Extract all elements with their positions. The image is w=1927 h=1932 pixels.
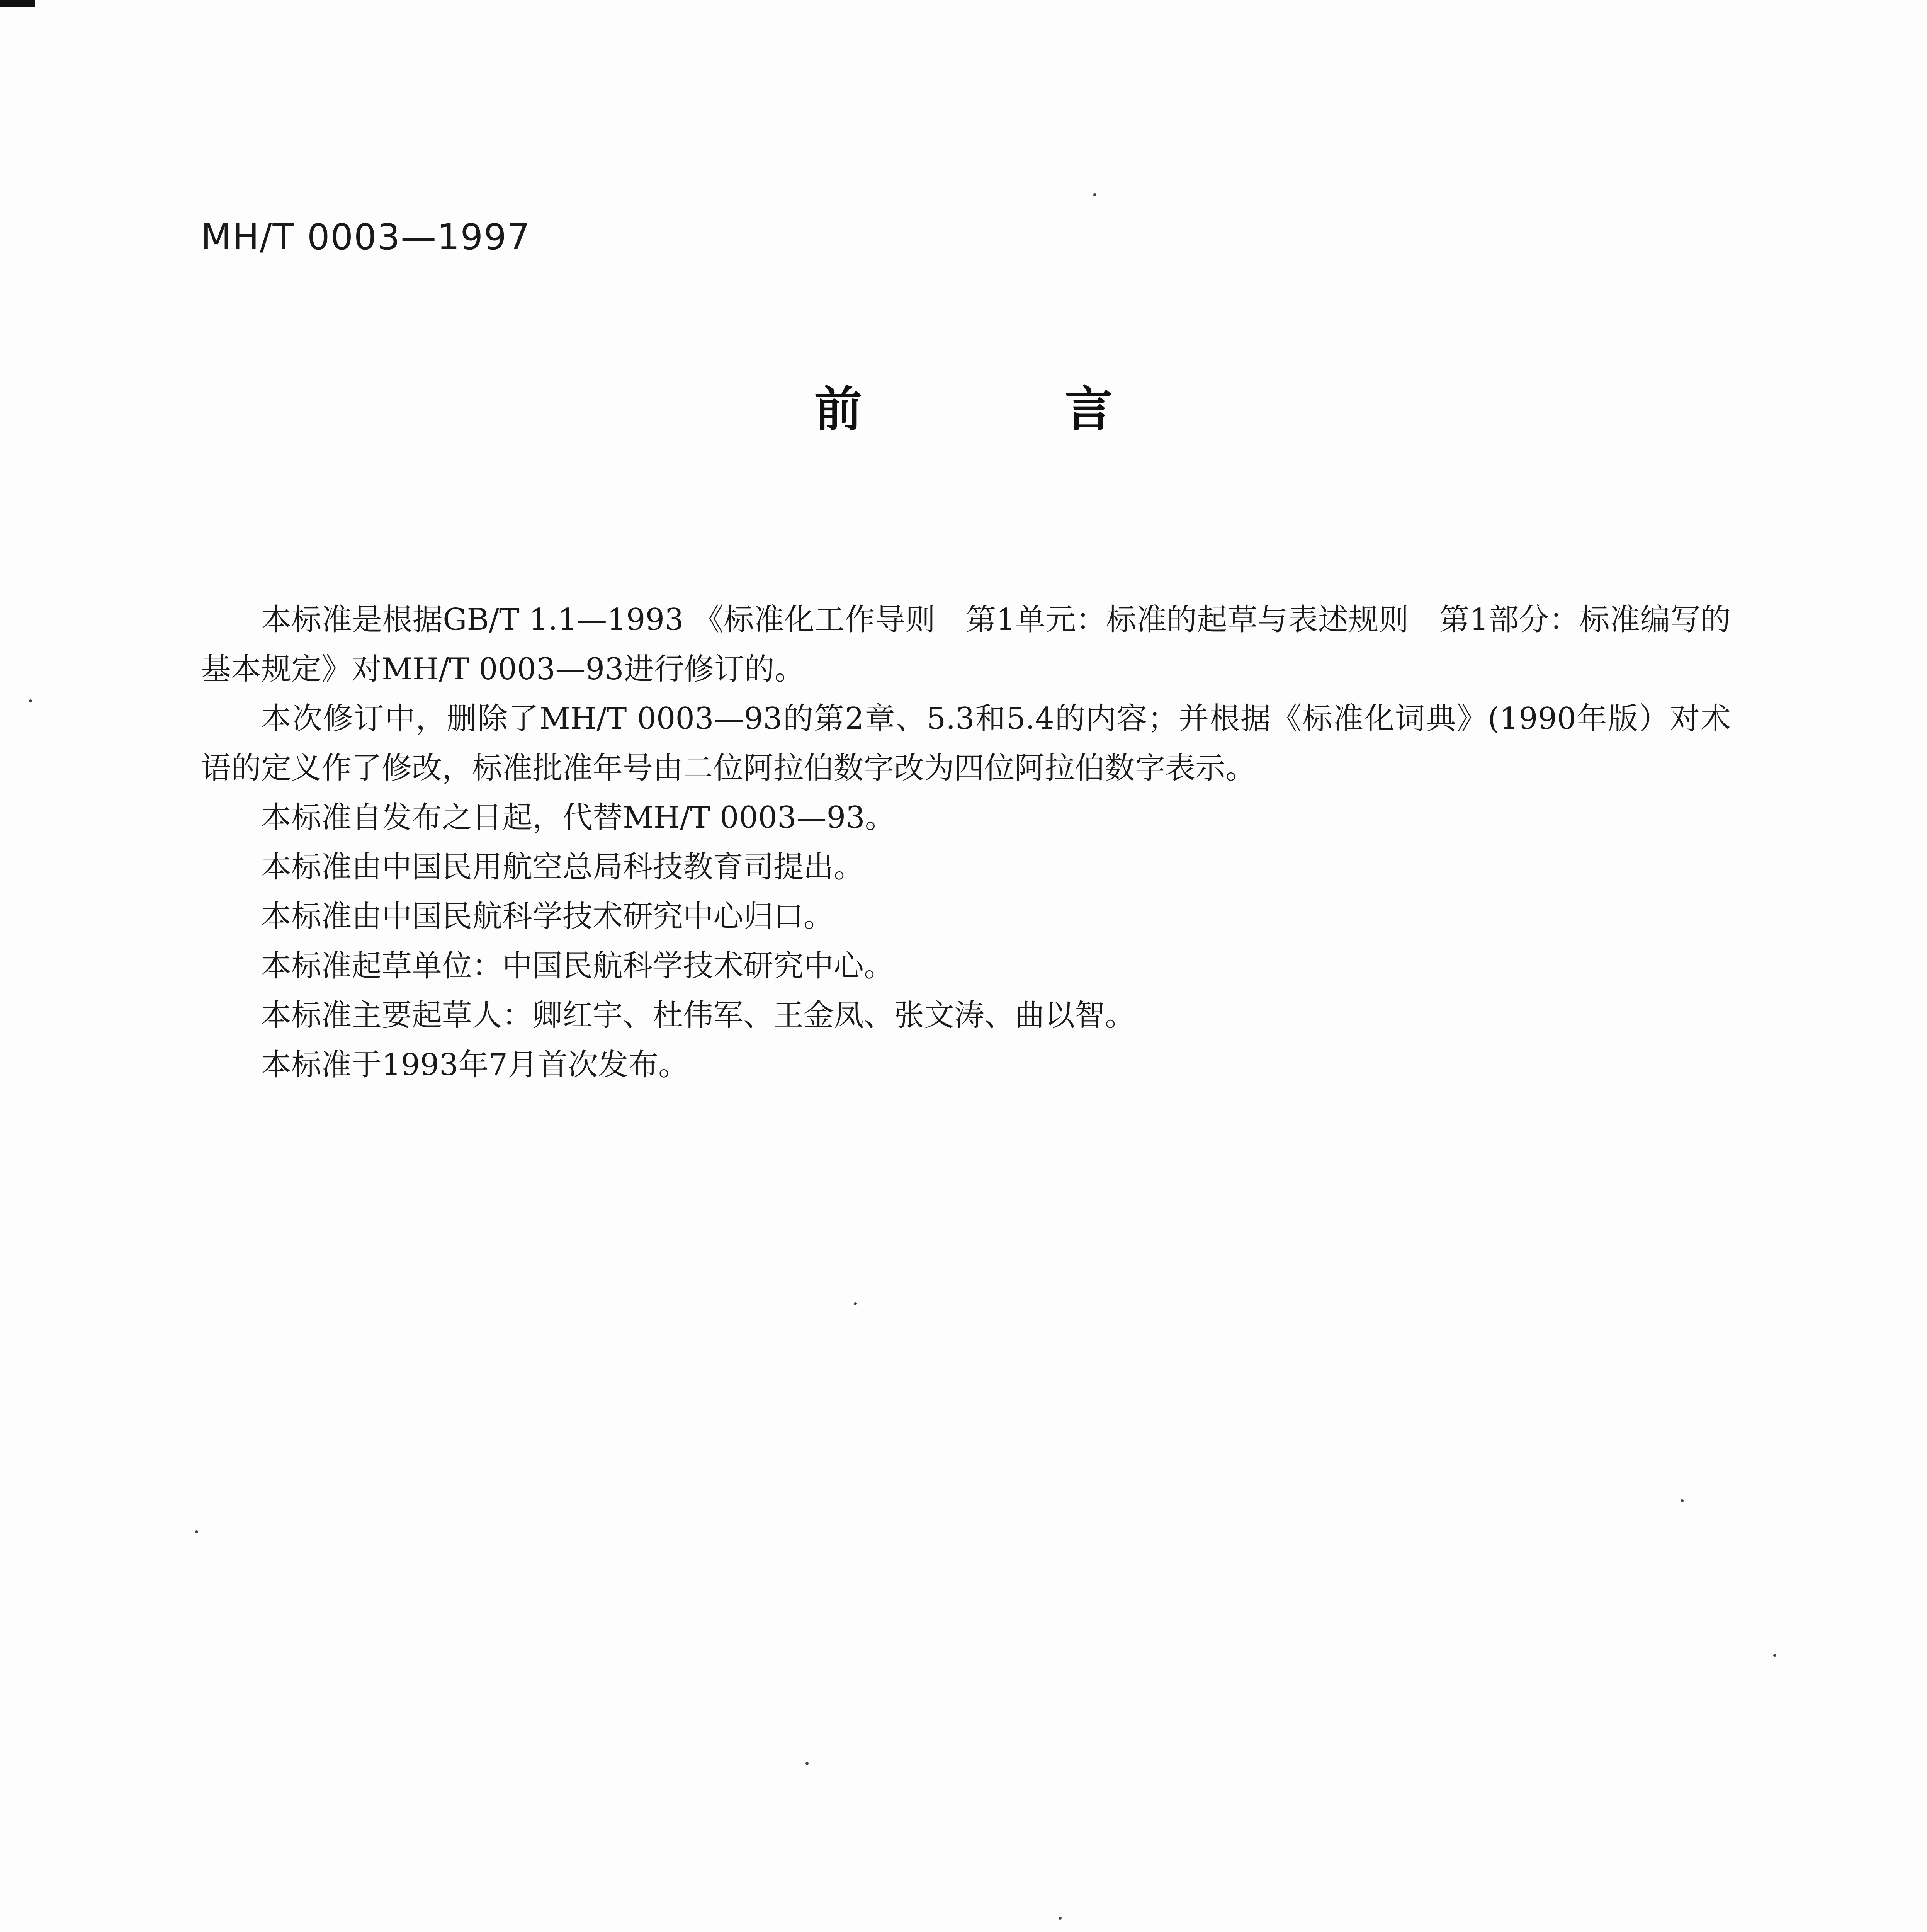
paragraph: 本标准于1993年7月首次发布。 [261, 1048, 689, 1082]
paragraph: 本标准由中国民用航空总局科技教育司提出。 [261, 850, 864, 884]
page-title: 前 言 [814, 382, 1190, 437]
paragraph: 本标准自发布之日起，代替MH/T 0003—93。 [261, 800, 895, 835]
scan-corner-mark [0, 0, 35, 7]
scan-speck [1093, 193, 1096, 196]
paragraph: 本标准是根据GB/T 1.1—1993 《标准化工作导则 第1单元：标准的起草与表述规则 第1部分：标准编写的基本规定》对MH/T 0003—93进行修订的。 [201, 602, 1731, 687]
scan-speck [195, 1530, 198, 1533]
scan-speck [1773, 1654, 1776, 1657]
scan-speck [805, 1762, 809, 1765]
scan-speck [1681, 1499, 1684, 1502]
foreword-body [201, 595, 1731, 1090]
standard-code: MH/T 0003—1997 [201, 216, 531, 258]
scan-speck [1059, 1917, 1062, 1920]
paragraph: 本标准由中国民航科学技术研究中心归口。 [261, 899, 834, 934]
scan-speck [29, 699, 32, 702]
paragraph: 本标准主要起草人：卿红宇、杜伟军、王金凤、张文涛、曲以智。 [261, 998, 1135, 1033]
paragraph: 本标准起草单位：中国民航科学技术研究中心。 [261, 949, 894, 983]
paragraph: 本次修订中，删除了MH/T 0003—93的第2章、5.3和5.4的内容；并根据《标准化词典》(1990年版）对术语的定义作了修改，标准批准年号由二位阿拉伯数字改为四位阿拉伯数字表示。 [201, 701, 1731, 786]
scan-speck [854, 1302, 857, 1305]
